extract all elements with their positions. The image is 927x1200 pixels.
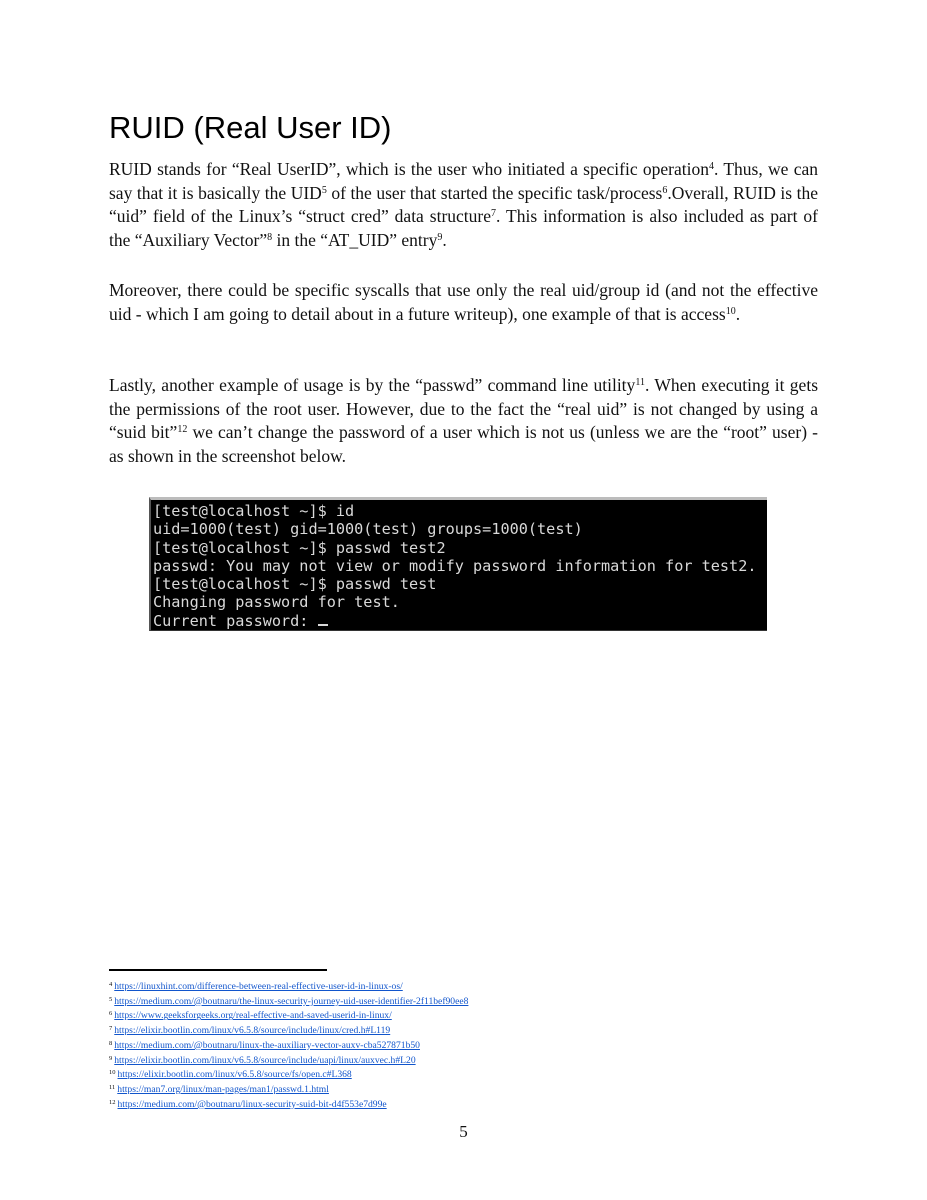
section-heading: RUID (Real User ID) <box>109 110 392 145</box>
terminal-screenshot <box>149 497 767 631</box>
page-number: 5 <box>459 1122 468 1141</box>
footnote <box>109 1082 468 1097</box>
footnote-ref: 7 <box>491 208 497 220</box>
paragraph-ruid-definition: RUID stands for “Real UserID”, which is the user who initiated a specific operation$^4$. Thus, we can say that it is basically the UID$^5$ of the user that started the specific task/process$^6$.Overall, RUID is the “uid” field of the Linux’s “struct cred” data structure$^7$. This information is also included as part of the “Auxiliary Vector”$^8$ in the “AT_UID” entry$^9$. <box>109 159 819 250</box>
terminal-prompt-line <box>153 612 767 630</box>
footnote-link[interactable]: https://medium.com/@boutnaru/linux-the-auxiliary-vector-auxv-cba527871b50 <box>114 1039 420 1051</box>
footnote-number: 7 <box>109 1025 113 1033</box>
footnote-number: 6 <box>109 1010 113 1018</box>
footnote-ref: 12 <box>177 424 188 436</box>
footnote-divider <box>109 969 327 971</box>
footnote-number: 10 <box>109 1069 116 1077</box>
footnote-number: 4 <box>109 981 113 988</box>
footnote-ref: 11 <box>635 377 645 388</box>
terminal-line: [test@localhost ~]$ id <box>153 502 355 520</box>
footnote-ref: 6 <box>662 184 668 196</box>
terminal-line: uid=1000(test) gid=1000(test) groups=1000(test) <box>153 520 583 539</box>
paragraph-syscalls: Moreover, there could be specific syscalls that use only the real uid/group id (and not the effective uid - which I am going to detail about in a future writeup), one example of that is access$^{10}$. <box>109 280 818 324</box>
paragraph-passwd-example: Lastly, another example of usage is by the “passwd” command line utility$^{11}$. When executing it gets the permissions of the root user. However, due to the fact the “real uid” is not changed by using a “suid bit”$^{12}$ we can’t change the password of a user which is not us (unless we are the “root” user) - as shown in the screenshot below. <box>109 375 818 466</box>
terminal-cursor <box>318 624 328 626</box>
footnote <box>109 1067 468 1082</box>
terminal-line: [test@localhost ~]$ passwd test2 <box>153 538 446 557</box>
footnote-number: 5 <box>109 995 113 1003</box>
footnote-list <box>109 979 468 1111</box>
terminal-line: [test@localhost ~]$ passwd test <box>153 575 437 594</box>
footnote-number: 8 <box>109 1039 113 1047</box>
footnote <box>109 1053 468 1068</box>
footnote-link[interactable]: https://linuxhint.com/difference-between-real-effective-user-id-in-linux-os/ <box>114 981 403 992</box>
terminal-line: passwd: You may not view or modify password information for test2. <box>153 556 757 575</box>
footnote-number: 12 <box>109 1098 116 1106</box>
terminal-line: Current password: <box>153 611 318 630</box>
footnote <box>109 994 468 1009</box>
terminal-line: Changing password for test. <box>153 593 400 612</box>
footnote-link[interactable]: https://man7.org/linux/man-pages/man1/passwd.1.html <box>117 1083 329 1095</box>
footnote-link[interactable]: https://elixir.bootlin.com/linux/v6.5.8/source/include/linux/cred.h#L119 <box>114 1025 391 1037</box>
footnote <box>109 1023 468 1038</box>
footnote-link[interactable]: https://medium.com/@boutnaru/linux-security-suid-bit-d4f553e7d99e <box>117 1098 387 1110</box>
footnote <box>109 979 468 994</box>
footnote-ref: 4 <box>708 161 714 172</box>
footnote-link[interactable]: https://elixir.bootlin.com/linux/v6.5.8/source/fs/open.c#L368 <box>117 1069 352 1081</box>
footnote-number: 11 <box>109 1083 116 1091</box>
footnote <box>109 1038 468 1053</box>
footnote-number: 9 <box>109 1054 113 1062</box>
footnote-link[interactable]: https://elixir.bootlin.com/linux/v6.5.8/source/include/uapi/linux/auxvec.h#L20 <box>114 1054 416 1066</box>
footnote-ref: 5 <box>321 184 327 196</box>
footnote-ref: 9 <box>437 231 443 243</box>
footnote-link[interactable]: https://medium.com/@boutnaru/the-linux-security-journey-uid-user-identifier-2f11bef90ee8 <box>114 995 469 1007</box>
footnote-ref: 10 <box>725 305 736 317</box>
footnote-link[interactable]: https://www.geeksforgeeks.org/real-effective-and-saved-userid-in-linux/ <box>114 1010 392 1022</box>
footnote <box>109 1008 468 1023</box>
footnote <box>109 1097 468 1112</box>
footnote-ref: 8 <box>267 231 273 243</box>
